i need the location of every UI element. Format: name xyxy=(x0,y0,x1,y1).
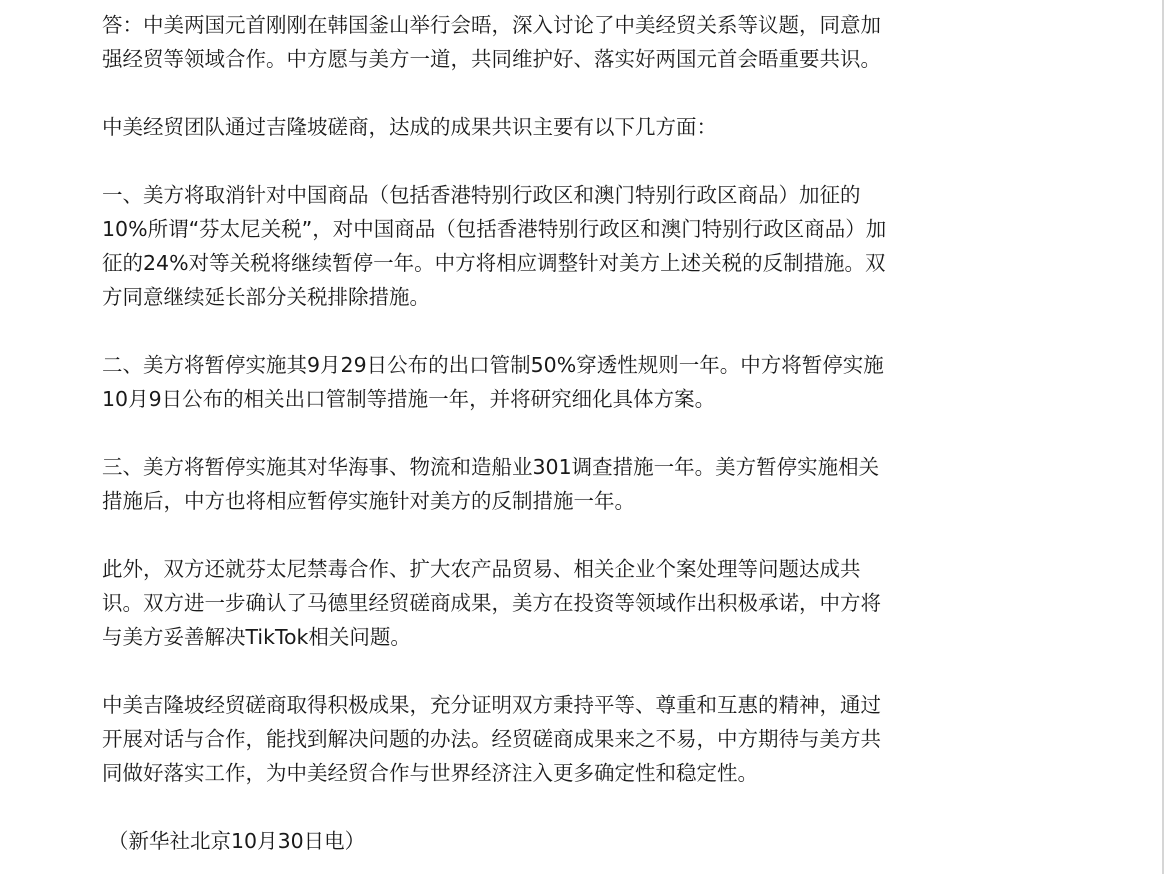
text-line: 10%所谓“芬太尼关税”，对中国商品（包括香港特别行政区和澳门特别行政区商品）加 xyxy=(102,217,887,241)
text-line: 中美经贸团队通过吉隆坡磋商，达成的成果共识主要有以下几方面： xyxy=(102,115,717,139)
text-line: 与美方妥善解决TikTok相关问题。 xyxy=(102,625,411,649)
answer-paragraph xyxy=(102,8,962,76)
summary-intro-paragraph xyxy=(102,110,962,144)
text-line: 措施后，中方也将相应暂停实施针对美方的反制措施一年。 xyxy=(102,489,635,513)
text-line: 此外，双方还就芬太尼禁毒合作、扩大农产品贸易、相关企业个案处理等问题达成共 xyxy=(102,557,861,581)
text-line: 开展对话与合作，能找到解决问题的办法。经贸磋商成果来之不易，中方期待与美方共 xyxy=(102,727,881,751)
point-two-paragraph xyxy=(102,348,962,416)
source-text: （新华社北京10月30日电） xyxy=(108,829,366,853)
text-line: 答：中美两国元首刚刚在韩国釜山举行会晤，深入讨论了中美经贸关系等议题，同意加 xyxy=(102,13,881,37)
news-source xyxy=(108,824,962,858)
text-line: 同做好落实工作，为中美经贸合作与世界经济注入更多确定性和稳定性。 xyxy=(102,761,758,785)
text-line: 一、美方将取消针对中国商品（包括香港特别行政区和澳门特别行政区商品）加征的 xyxy=(102,183,861,207)
point-three-paragraph xyxy=(102,450,962,518)
text-line: 征的24%对等关税将继续暂停一年。中方将相应调整针对美方上述关税的反制措施。双 xyxy=(102,251,886,275)
text-line: 识。双方进一步确认了马德里经贸磋商成果，美方在投资等领域作出积极承诺，中方将 xyxy=(102,591,881,615)
text-line: 10月9日公布的相关出口管制等措施一年，并将研究细化具体方案。 xyxy=(102,387,716,411)
text-line: 中美吉隆坡经贸磋商取得积极成果，充分证明双方秉持平等、尊重和互惠的精神，通过 xyxy=(102,693,881,717)
text-line: 强经贸等领域合作。中方愿与美方一道，共同维护好、落实好两国元首会晤重要共识。 xyxy=(102,47,881,71)
point-one-paragraph xyxy=(102,178,962,314)
additional-consensus-paragraph xyxy=(102,552,962,654)
text-line: 三、美方将暂停实施其对华海事、物流和造船业301调查措施一年。美方暂停实施相关 xyxy=(102,455,880,479)
article-body xyxy=(102,8,962,858)
conclusion-paragraph xyxy=(102,688,962,790)
text-line: 方同意继续延长部分关税排除措施。 xyxy=(102,285,430,309)
text-line: 二、美方将暂停实施其9月29日公布的出口管制50%穿透性规则一年。中方将暂停实施 xyxy=(102,353,884,377)
